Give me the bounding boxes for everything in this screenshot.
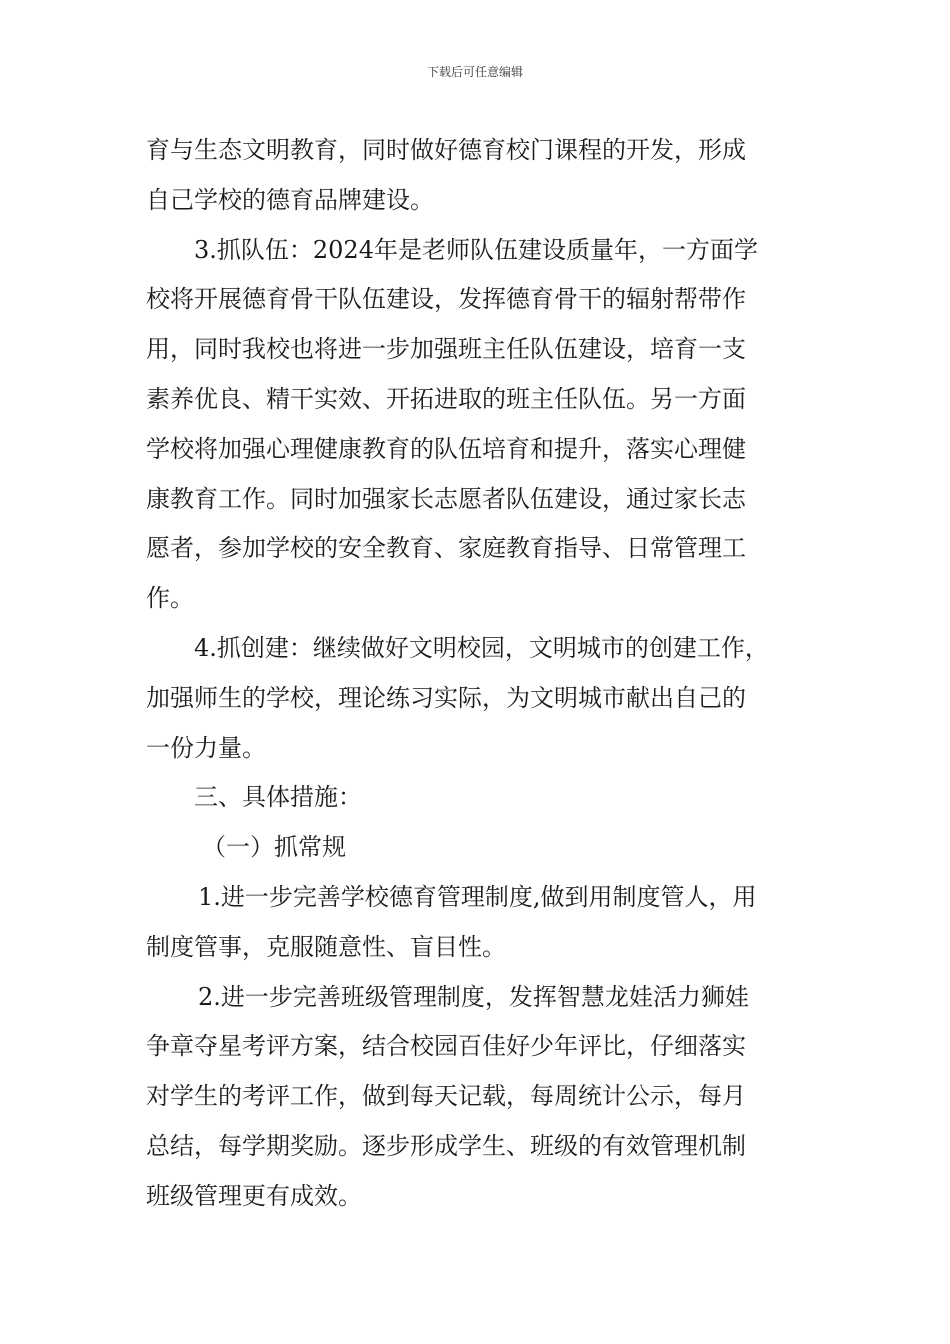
text-line: 校将开展德育骨干队伍建设，发挥德育骨干的辐射帮带作 (146, 285, 746, 314)
page-header-note: 下载后可任意编辑 (426, 65, 523, 79)
text-line: 育与生态文明教育，同时做好德育校门课程的开发，形成 (146, 136, 746, 164)
text-line: 对学生的考评工作，做到每天记载，每周统计公示，每月 (146, 1082, 746, 1111)
text-line: 总结，每学期奖励。逐步形成学生、班级的有效管理机制 (146, 1131, 746, 1160)
text-line: 用，同时我校也将进一步加强班主任队伍建设，培育一支 (146, 335, 746, 364)
section-heading: 三、具体措施： (194, 783, 362, 812)
text-line: 康教育工作。同时加强家长志愿者队伍建设，通过家长志 (146, 484, 746, 513)
text-line: 作。 (146, 584, 194, 613)
text-line: 3.抓队伍：2024年是老师队伍建设质量年，一方面学 (194, 235, 758, 264)
text-line: 一份力量。 (146, 733, 266, 762)
subsection-heading: （一）抓常规 (202, 833, 346, 862)
text-line: 素养优良、精干实效、开拓进取的班主任队伍。另一方面 (146, 384, 746, 413)
text-line: 愿者，参加学校的安全教育、家庭教育指导、日常管理工 (146, 534, 746, 563)
text-line: 争章夺星考评方案，结合校园百佳好少年评比，仔细落实 (146, 1032, 746, 1061)
text-line: 学校将加强心理健康教育的队伍培育和提升，落实心理健 (146, 434, 746, 463)
document-body (146, 126, 810, 1222)
text-line: 4.抓创建：继续做好文明校园，文明城市的创建工作， (194, 633, 769, 662)
text-line: 制度管事，克服随意性、盲目性。 (146, 932, 506, 961)
text-line: 班级管理更有成效。 (146, 1181, 362, 1210)
text-line: 2.进一步完善班级管理制度，发挥智慧龙娃活力狮娃 (198, 982, 749, 1011)
text-line: 1.进一步完善学校德育管理制度,做到用制度管人，用 (198, 882, 757, 911)
text-line: 加强师生的学校，理论练习实际，为文明城市献出自己的 (146, 683, 746, 712)
text-line: 自己学校的德育品牌建设。 (146, 185, 434, 214)
